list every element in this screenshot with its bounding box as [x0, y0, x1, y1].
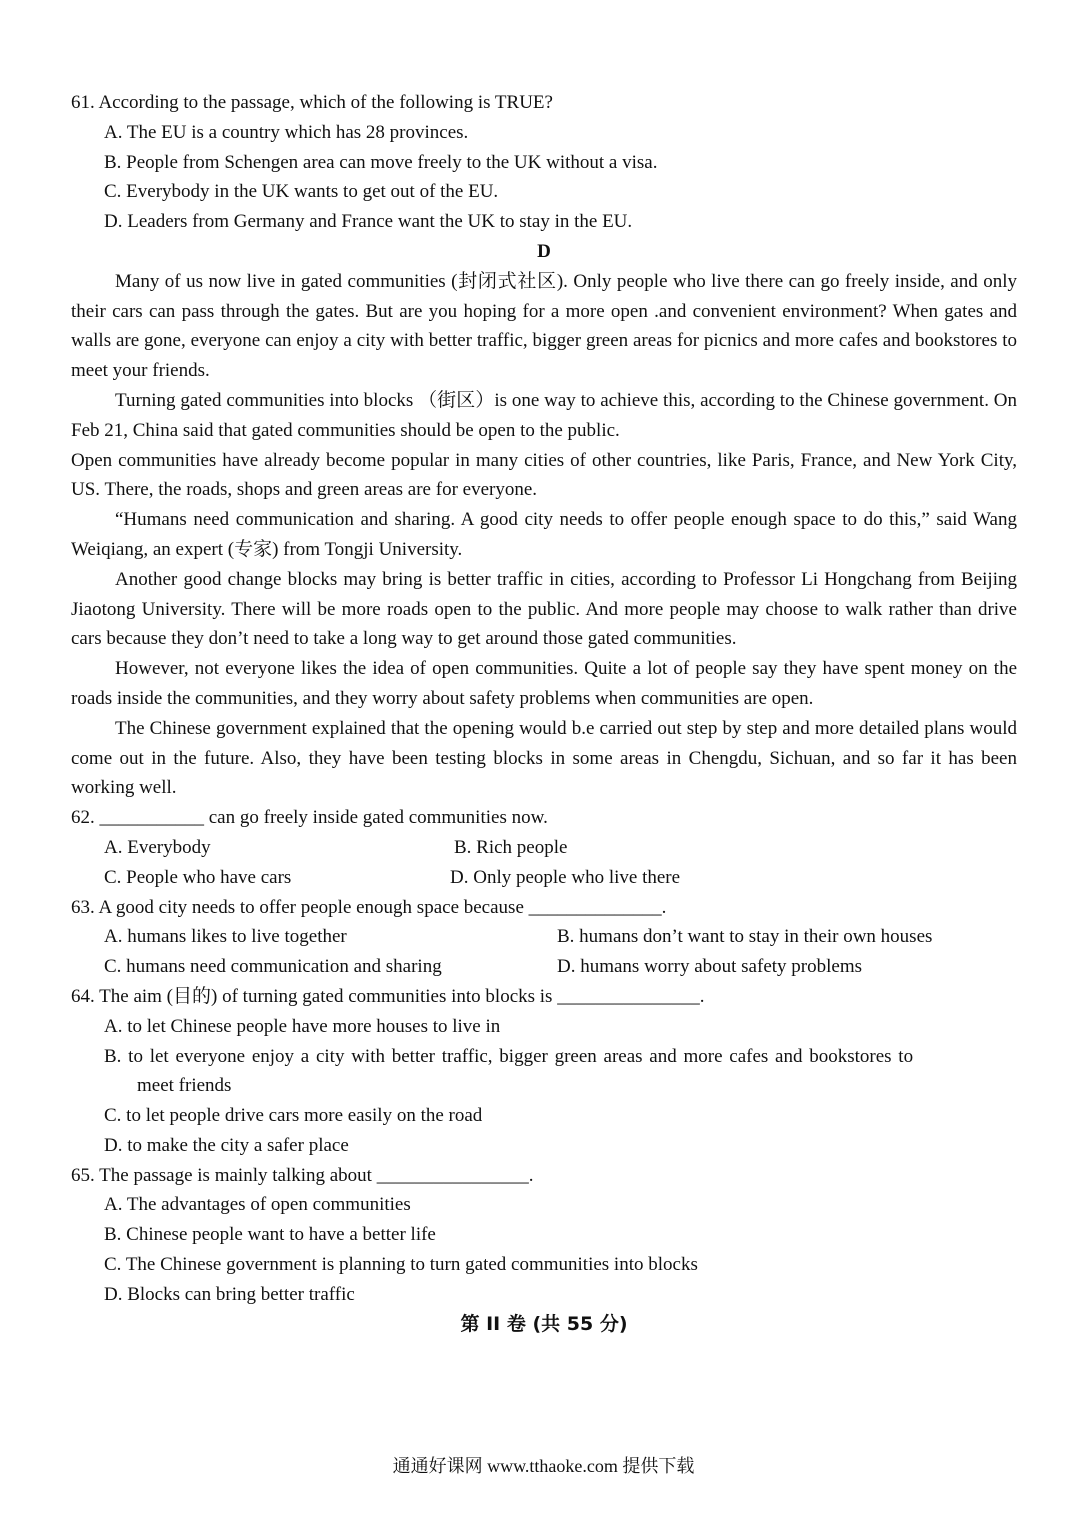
q64-option-c: C. to let people drive cars more easily on the road: [104, 1105, 483, 1127]
q63-stem: 63. A good city needs to offer people enough space because ______________.: [71, 896, 667, 918]
q65-stem: 65. The passage is mainly talking about ________________.: [71, 1164, 534, 1186]
q61-stem: 61. According to the passage, which of the following is TRUE?: [71, 92, 553, 113]
passage-paragraph-7: The Chinese government explained that the opening would b.e carried out step by step and more detailed plans would come out in the future. Also, they have been testing blocks in some areas in Chengdu, Sichuan, and so far it has been working well.: [71, 717, 1017, 799]
q65-option-c: C. The Chinese government is planning to turn gated communities into blocks: [104, 1254, 698, 1276]
q63-option-c: C. humans need communication and sharing: [104, 956, 442, 978]
q63-option-d: D. humans worry about safety problems: [557, 956, 862, 978]
q64-option-b: B. to let everyone enjoy a city with better traffic, bigger green areas and more cafes and bookstores to: [104, 1045, 914, 1067]
q63-option-a: A. humans likes to live together: [104, 926, 347, 948]
q65-option-b: B. Chinese people want to have a better life: [104, 1224, 436, 1246]
section-d-heading: D: [537, 240, 551, 262]
q62-stem: 62. ___________ can go freely inside gated communities now.: [71, 807, 548, 829]
exam-page: [71, 88, 1017, 1339]
q61-option-b: B. People from Schengen area can move freely to the UK without a visa.: [104, 151, 658, 173]
part-ii-title: 第 II 卷 (共 55 分): [460, 1312, 628, 1335]
passage-paragraph-3: Open communities have already become popular in many cities of other countries, like Paris, France, and New York City, US. There, the roads, shops and green areas are for everyone.: [71, 449, 1017, 501]
q63-options-row-2: [71, 952, 1017, 982]
q64-stem: 64. The aim (目的) of turning gated communities into blocks is _______________.: [71, 985, 705, 1007]
q62-option-a: A. Everybody: [104, 836, 211, 858]
passage-paragraph-4: “Humans need communication and sharing. A good city needs to offer people enough space to do this,” said Wang Weiqiang, an expert (专家) from Tongji University.: [71, 509, 1017, 560]
q63-options-row-1: [71, 922, 1017, 952]
q62-option-d: D. Only people who live there: [450, 866, 681, 888]
q61-option-c: C. Everybody in the UK wants to get out of the EU.: [104, 181, 499, 203]
q61-option-d: D. Leaders from Germany and France want the UK to stay in the EU.: [104, 211, 633, 233]
passage-paragraph-6: However, not everyone likes the idea of open communities. Quite a lot of people say they have spent money on the roads inside the communities, and they worry about safety problems when communities are open.: [71, 658, 1017, 709]
page-footer: 通通好课网 www.tthaoke.com 提供下载: [392, 1456, 695, 1476]
q63-option-b: B. humans don’t want to stay in their own houses: [557, 926, 933, 948]
q62-options-row-1: [71, 833, 1017, 863]
q64-option-a: A. to let Chinese people have more houses to live in: [104, 1015, 501, 1037]
passage-paragraph-1: Many of us now live in gated communities (封闭式社区). Only people who live there can go freely inside, and only their cars can pass through the gates. But are you hoping for a more open .and convenient environment? When gates and walls are gone, everyone can enjoy a city with better traffic, bigger green areas for picnics and more cafes and bookstores to meet your friends.: [71, 270, 1017, 382]
q65-option-d: D. Blocks can bring better traffic: [104, 1283, 355, 1305]
passage-paragraph-5: Another good change blocks may bring is better traffic in cities, according to Professor Li Hongchang from Beijing Jiaotong University. There will be more roads open to the public. And more people may choose to walk rather than drive cars because they don’t need to take a long way to get around those gated communities.: [71, 568, 1017, 650]
q65-option-a: A. The advantages of open communities: [104, 1194, 411, 1216]
q62-option-b: B. Rich people: [454, 836, 568, 858]
passage-paragraph-2: Turning gated communities into blocks （街区）is one way to achieve this, according to the Chinese government. On Feb 21, China said that gated communities should be open to the public.: [71, 389, 1017, 441]
q61-option-a: A. The EU is a country which has 28 provinces.: [104, 121, 469, 143]
q62-options-row-2: [71, 863, 1017, 893]
q64-option-b-continued: meet friends: [137, 1075, 232, 1097]
q62-option-c: C. People who have cars: [104, 866, 292, 888]
q64-option-d: D. to make the city a safer place: [104, 1134, 349, 1156]
